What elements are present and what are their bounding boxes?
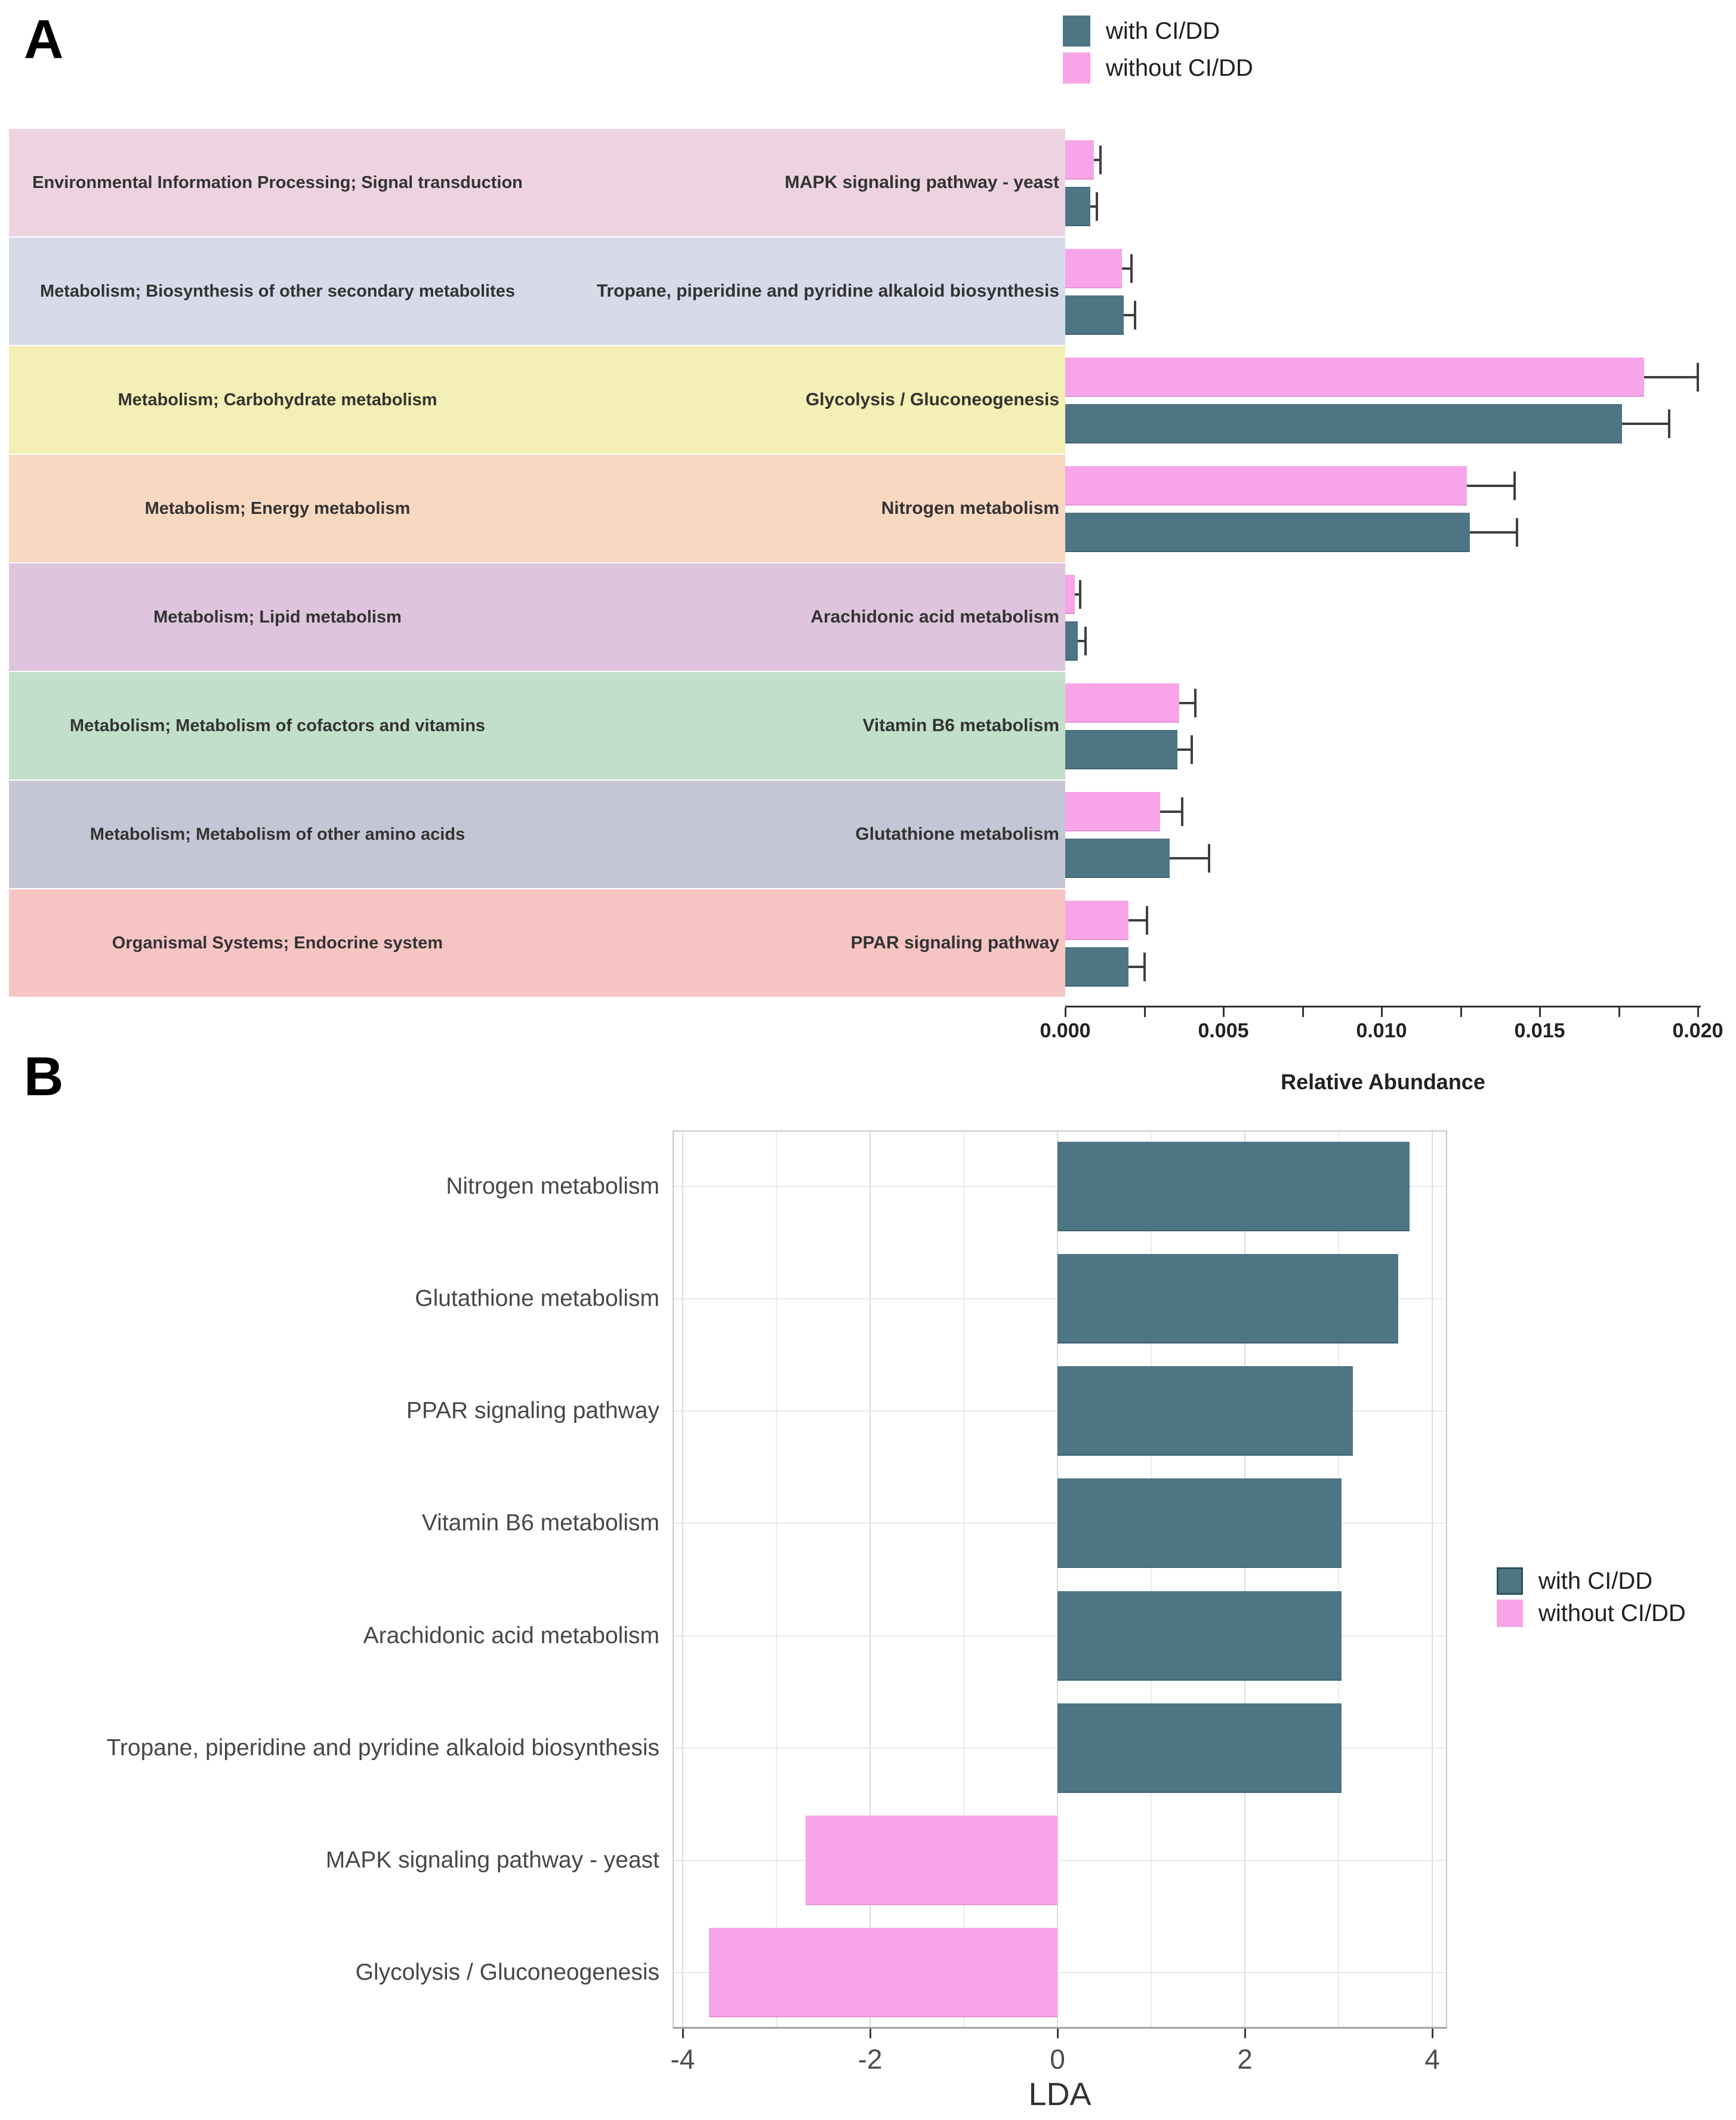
error-bar-cap — [1099, 146, 1102, 174]
legend-label: with CI/DD — [1106, 18, 1220, 44]
error-bar-cap — [1134, 301, 1136, 329]
pathway-label: Tropane, piperidine and pyridine alkaloid biosynthesis — [596, 281, 1059, 301]
panel-a-chart — [0, 0, 1736, 1056]
axis-tick-label: 0.015 — [1514, 1019, 1565, 1042]
axis-tick-label: 4 — [1424, 2044, 1440, 2075]
error-bar-cap — [1516, 518, 1518, 547]
pathway-label: Arachidonic acid metabolism — [363, 1623, 659, 1648]
axis-tick-label: 0.010 — [1356, 1019, 1407, 1042]
error-bar-line — [1470, 531, 1517, 534]
legend-label: without CI/DD — [1538, 1600, 1686, 1626]
axis-tick — [1057, 2029, 1059, 2038]
pathway-label: Vitamin B6 metabolism — [421, 1510, 659, 1536]
error-bar-line — [1622, 423, 1669, 425]
grid-line-horizontal — [674, 1860, 1446, 1861]
error-bar-line — [1644, 376, 1698, 378]
axis-tick — [1244, 2029, 1246, 2038]
pathway-label: Arachidonic acid metabolism — [810, 607, 1059, 627]
abundance-bar-with_cidd — [1065, 295, 1124, 335]
grid-line-vertical — [1432, 1132, 1433, 2027]
error-bar-cap — [1697, 363, 1699, 392]
axis-tick — [869, 2029, 871, 2038]
panel-b-x-axis-title: LDA — [1028, 2076, 1091, 2112]
abundance-bar-without_cidd — [1065, 901, 1128, 940]
abundance-bar-with_cidd — [1065, 621, 1078, 661]
abundance-bar-with_cidd — [1065, 404, 1622, 443]
pathway-label: MAPK signaling pathway - yeast — [784, 172, 1059, 192]
lda-bar-with-cidd — [1057, 1366, 1353, 1456]
axis-tick — [1144, 1007, 1146, 1017]
pathway-label: Vitamin B6 metabolism — [862, 716, 1059, 735]
pathway-label: PPAR signaling pathway — [850, 933, 1059, 953]
lda-bar-with-cidd — [1057, 1254, 1398, 1344]
panel-b-chart — [0, 1104, 1736, 2120]
lda-bar-with-cidd — [1057, 1142, 1410, 1231]
error-bar-cap — [1513, 472, 1516, 500]
error-bar-cap — [1181, 797, 1183, 826]
axis-tick — [1381, 1007, 1383, 1017]
axis-tick-label: -4 — [670, 2044, 695, 2075]
abundance-bar-without_cidd — [1065, 683, 1179, 723]
pathway-label: Glycolysis / Gluconeogenesis — [805, 390, 1059, 409]
axis-tick — [1432, 2029, 1433, 2038]
error-bar-cap — [1208, 844, 1210, 873]
error-bar-cap — [1084, 627, 1087, 655]
pathway-label: Tropane, piperidine and pyridine alkaloid biosynthesis — [106, 1735, 659, 1761]
panel-a-x-axis-title: Relative Abundance — [1281, 1070, 1485, 1094]
error-bar-cap — [1130, 254, 1133, 283]
pathway-label: Glutathione metabolism — [855, 824, 1059, 844]
error-bar-cap — [1079, 580, 1081, 609]
error-bar-line — [1128, 966, 1145, 968]
category-label: Metabolism; Biosynthesis of other secondary metabolites — [39, 281, 516, 301]
error-bar-line — [1170, 857, 1209, 859]
error-bar-cap — [1143, 953, 1146, 981]
axis-tick-label: 0 — [1050, 2044, 1065, 2075]
abundance-bar-with_cidd — [1065, 513, 1470, 552]
pathway-label: Glycolysis / Gluconeogenesis — [355, 1959, 659, 1985]
category-label: Environmental Information Processing; Signal transduction — [32, 172, 523, 192]
abundance-bar-without_cidd — [1065, 358, 1644, 397]
grid-line-vertical — [776, 1132, 777, 2027]
legend-label: without CI/DD — [1106, 55, 1253, 81]
panel-b-letter: B — [24, 1046, 64, 1107]
pathway-label: Glutathione metabolism — [415, 1286, 659, 1311]
pathway-label: PPAR signaling pathway — [406, 1398, 659, 1423]
grid-line-vertical — [682, 1132, 683, 2027]
axis-tick — [1697, 1007, 1699, 1017]
lda-bar-with-cidd — [1057, 1478, 1342, 1568]
axis-tick — [1618, 1007, 1620, 1017]
axis-tick — [682, 2029, 684, 2038]
abundance-bar-with_cidd — [1065, 839, 1170, 878]
abundance-bar-without_cidd — [1065, 466, 1467, 506]
pathway-label: Nitrogen metabolism — [446, 1173, 659, 1199]
panel-a-letter: A — [24, 9, 64, 70]
lda-bar-without-cidd — [709, 1928, 1057, 2017]
error-bar-cap — [1191, 735, 1193, 764]
abundance-bar-with_cidd — [1065, 187, 1090, 226]
error-bar-line — [1160, 811, 1182, 813]
category-label: Metabolism; Metabolism of cofactors and vitamins — [69, 716, 486, 735]
axis-tick-label: -2 — [858, 2044, 883, 2075]
axis-tick — [1065, 1007, 1066, 1017]
abundance-bar-with_cidd — [1065, 947, 1128, 987]
category-label: Metabolism; Energy metabolism — [144, 498, 411, 518]
error-bar-cap — [1194, 689, 1197, 717]
error-bar-cap — [1668, 409, 1670, 438]
category-label: Organismal Systems; Endocrine system — [112, 933, 443, 953]
legend-label: with CI/DD — [1538, 1568, 1653, 1594]
axis-tick-label: 0.020 — [1672, 1019, 1723, 1042]
error-bar-cap — [1096, 192, 1098, 221]
abundance-bar-without_cidd — [1065, 249, 1122, 288]
category-label: Metabolism; Lipid metabolism — [153, 607, 402, 627]
category-label: Metabolism; Metabolism of other amino acids — [90, 824, 465, 844]
pathway-label: Nitrogen metabolism — [881, 498, 1059, 518]
pathway-label: MAPK signaling pathway - yeast — [325, 1847, 659, 1873]
x-axis-line — [1065, 1006, 1701, 1007]
error-bar-line — [1128, 919, 1147, 922]
error-bar-line — [1177, 748, 1192, 751]
axis-tick — [1223, 1007, 1225, 1017]
lda-bar-without-cidd — [806, 1816, 1057, 1905]
lda-bar-with-cidd — [1057, 1591, 1342, 1681]
error-bar-cap — [1146, 906, 1148, 935]
axis-tick-label: 2 — [1237, 2044, 1253, 2075]
abundance-bar-with_cidd — [1065, 730, 1177, 769]
error-bar-line — [1179, 702, 1195, 704]
axis-tick — [1302, 1007, 1304, 1017]
abundance-bar-without_cidd — [1065, 575, 1075, 614]
lda-bar-with-cidd — [1057, 1703, 1342, 1793]
abundance-bar-without_cidd — [1065, 792, 1160, 831]
axis-tick — [1460, 1007, 1462, 1017]
axis-tick-label: 0.005 — [1198, 1019, 1249, 1042]
axis-tick — [1539, 1007, 1541, 1017]
category-label: Metabolism; Carbohydrate metabolism — [118, 390, 437, 409]
abundance-bar-without_cidd — [1065, 140, 1094, 180]
error-bar-line — [1467, 485, 1515, 487]
axis-tick-label: 0.000 — [1040, 1019, 1091, 1042]
